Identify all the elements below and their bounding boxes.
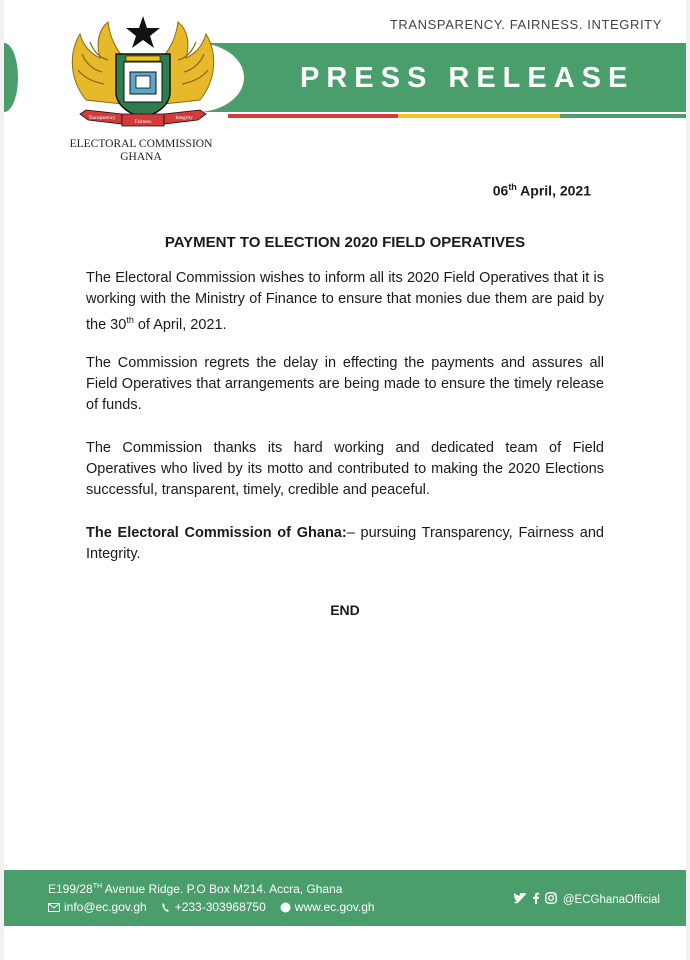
press-release-page xyxy=(4,0,686,960)
website-text: www.ec.gov.gh xyxy=(294,900,375,914)
paragraph-3: The Commission thanks its hard working and dedicated team of Field Operatives who lived by its motto and contributed to making the 2020 Elections successful, transparent, timely, credible and peaceful. xyxy=(86,440,604,498)
email-text: info@ec.gov.gh xyxy=(64,900,147,914)
org-name-line2: GHANA xyxy=(120,151,162,163)
phone-icon xyxy=(161,902,171,913)
footer-social xyxy=(514,892,660,907)
release-title: PAYMENT TO ELECTION 2020 FIELD OPERATIVES xyxy=(164,234,526,251)
ribbon-text-right: Integrity xyxy=(175,116,193,121)
paragraph-4 xyxy=(86,523,604,565)
footer-address xyxy=(48,882,342,896)
ribbon-text-mid: Fairness xyxy=(134,120,152,125)
date-rest: April, 2021 xyxy=(516,182,591,199)
facebook-icon[interactable] xyxy=(532,892,540,904)
coat-of-arms-logo xyxy=(66,14,220,136)
yellow-stripe xyxy=(398,114,560,118)
address-part-a: E199/28 xyxy=(48,882,93,896)
paragraph-1-sup: th xyxy=(126,315,134,325)
date-day: 06 xyxy=(492,182,509,199)
instagram-icon[interactable] xyxy=(545,892,557,904)
banner-title: PRESS RELEASE xyxy=(300,62,635,94)
date-suffix: th xyxy=(508,182,517,192)
paragraph-1 xyxy=(86,268,604,336)
website-contact[interactable] xyxy=(280,900,375,914)
red-stripe xyxy=(228,114,398,118)
twitter-icon[interactable] xyxy=(514,893,528,904)
globe-icon xyxy=(280,902,291,913)
phone-text: +233-303968750 xyxy=(174,900,266,914)
address-part-b: Avenue Ridge. P.O Box M214. Accra, Ghana xyxy=(102,882,343,896)
footer-contacts xyxy=(48,900,375,914)
paragraph-2: The Commission regrets the delay in effecting the payments and assures all Field Operatives that arrangements are being made to ensure the timely release of funds. xyxy=(86,355,604,413)
social-handle[interactable]: @ECGhanaOfficial xyxy=(562,893,660,906)
email-contact[interactable] xyxy=(48,900,147,914)
org-name-line1: ELECTORAL COMMISSION xyxy=(69,138,213,150)
paragraph-1-text-a: The Electoral Commission wishes to inform all its 2020 Field Operatives that it is working with the Ministry of Finance to ensure that monies due them are paid by the 30 xyxy=(86,270,604,333)
mail-icon xyxy=(48,903,60,912)
footer-bar xyxy=(4,870,686,926)
green-stripe xyxy=(560,114,686,118)
end-marker: END xyxy=(330,602,360,618)
motto-lead: The Electoral Commission of Ghana: xyxy=(86,525,347,541)
social-icons xyxy=(514,892,557,907)
phone-contact[interactable] xyxy=(161,900,266,914)
paragraph-1-text-b: of April, 2021. xyxy=(133,316,227,333)
release-date xyxy=(493,182,591,199)
tagline: TRANSPARENCY. FAIRNESS. INTEGRITY xyxy=(389,17,662,32)
motto-text: – pursuing Transparency, Fairness and Integrity. xyxy=(86,525,604,562)
address-sup: TH xyxy=(92,883,103,890)
ribbon-text-left: Transparency xyxy=(88,116,116,121)
